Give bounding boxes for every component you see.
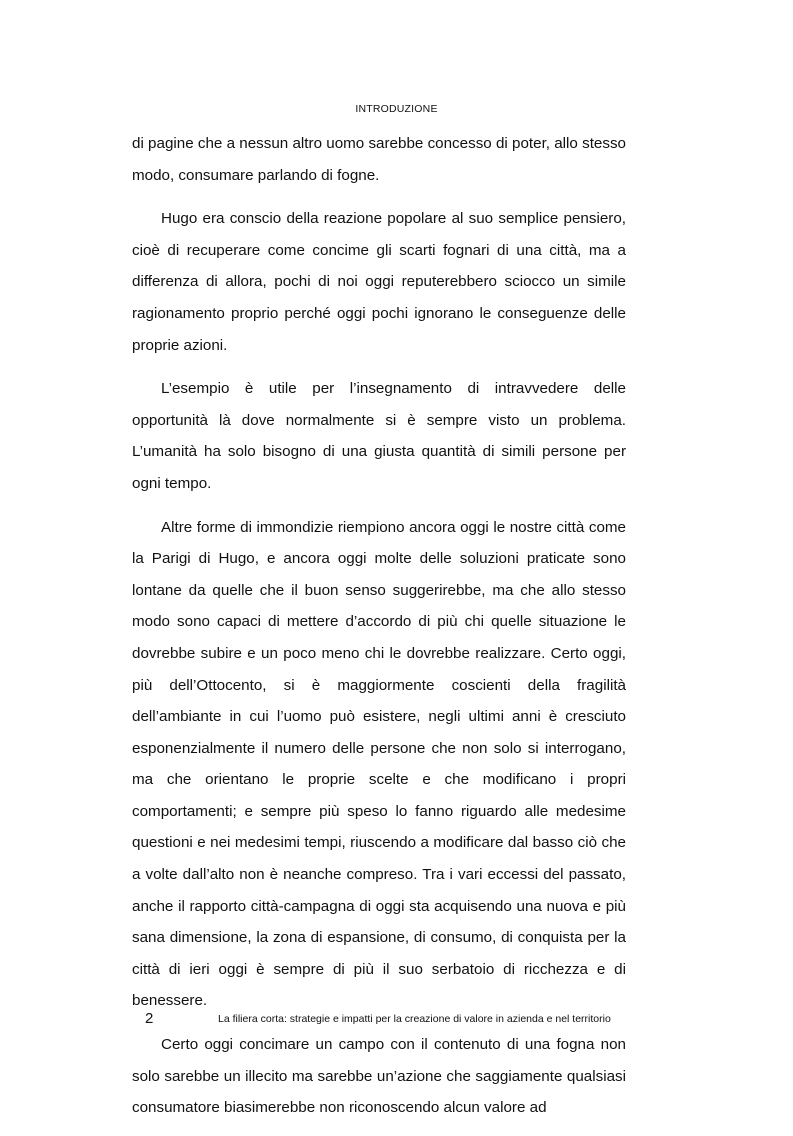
paragraph: L’esempio è utile per l’insegnamento di intravvedere delle opportunità là dove normalmente si è sempre visto un problema. L’umanità ha solo bisogno di una giusta quantità di simili persone per ogni tempo.: [132, 380, 626, 492]
body-text: [132, 128, 626, 1136]
footer-title: La filiera corta: strategie e impatti per la creazione di valore in azienda e nel territorio: [218, 1013, 611, 1025]
paragraph: Altre forme di immondizie riempiono ancora oggi le nostre città come la Parigi di Hugo, e ancora oggi molte delle soluzioni praticate sono lontane da quelle che il buon senso suggerirebbe, ma che allo stesso modo sono capaci di mettere d’accordo di più chi quelle situazione le dovrebbe subire e un poco meno chi le dovrebbe realizzare. Certo oggi, più dell’Ottocento, si è maggiormente coscienti della fragilità dell’ambiante in cui l’uomo può esistere, negli ultimi anni è cresciuto esponenzialmente il numero delle persone che non solo si interrogano, ma che orientano le proprie scelte e che modificano i propri comportamenti; e sempre più speso lo fanno riguardo alle medesime questioni e nei medesimi tempi, riuscendo a modificare dal basso ciò che a volte dall’alto non è neanche compreso. Tra i vari eccessi del passato, anche il rapporto città-campagna di oggi sta acquisendo una nuova e più sana dimensione, la zona di espansione, di consumo, di conquista per la città di ieri oggi è sempre di più il suo serbatoio di ricchezza e di benessere.: [132, 518, 626, 1010]
paragraph: Hugo era conscio della reazione popolare al suo semplice pensiero, cioè di recuperare come concime gli scarti fognari di una città, ma a differenza di allora, pochi di noi oggi reputerebbero sciocco un simile ragionamento proprio perché oggi pochi ignorano le conseguenze delle proprie azioni.: [132, 210, 626, 354]
paragraph: di pagine che a nessun altro uomo sarebbe concesso di poter, allo stesso modo, consumare parlando di fogne.: [132, 135, 626, 184]
page-number: 2: [145, 1010, 154, 1027]
running-header: INTRODUZIONE: [355, 103, 438, 115]
paragraph: Certo oggi concimare un campo con il contenuto di una fogna non solo sarebbe un illecito ma sarebbe un’azione che saggiamente qualsiasi consumatore biasimerebbe non riconoscendo alcun valore ad: [132, 1036, 626, 1117]
